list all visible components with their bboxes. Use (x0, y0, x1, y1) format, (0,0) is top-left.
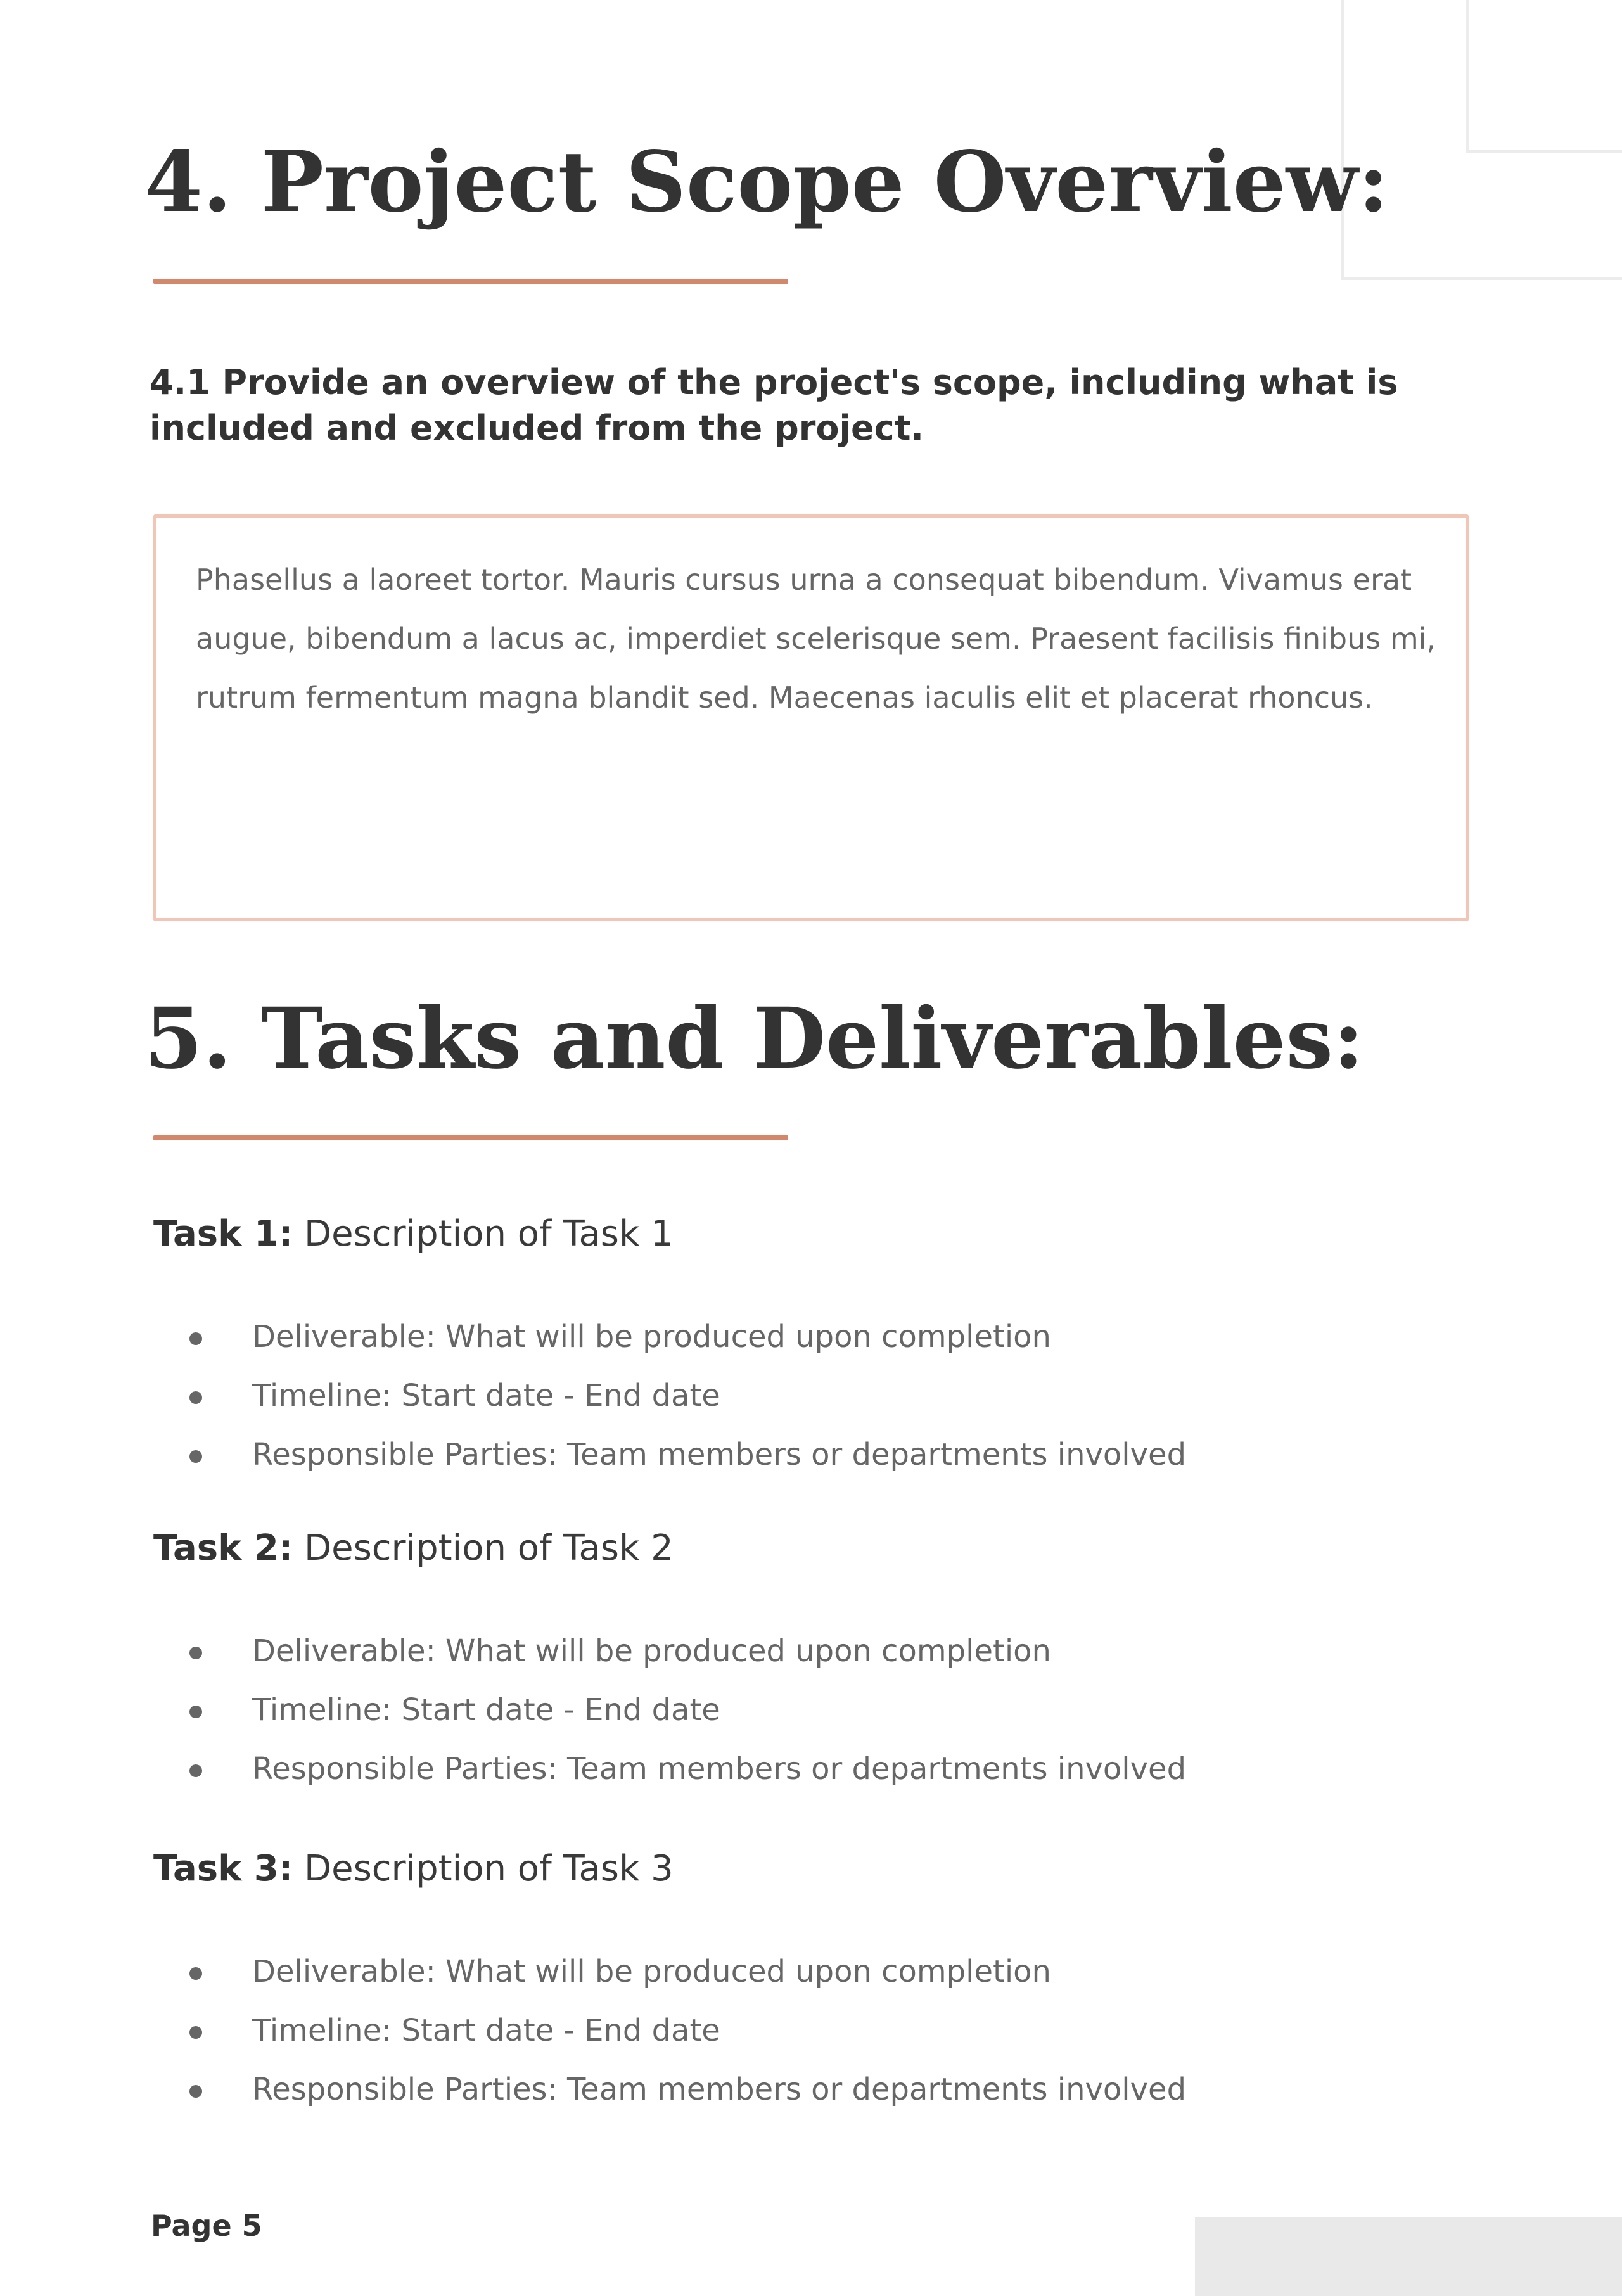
task-1-title (153, 1213, 674, 1255)
bullet-icon (189, 2085, 202, 2098)
section-5-heading: 5. Tasks and Deliverables: (144, 990, 1364, 1088)
scope-question: 4.1 Provide an overview of the project's scope, including what is included and excluded from the project. (150, 362, 1398, 448)
section-4-heading: 4. Project Scope Overview: (144, 133, 1389, 231)
page-number: Page 5 (151, 2209, 262, 2243)
task-3-description: Description of Task 3 (293, 1848, 674, 1889)
task-2-title (153, 1527, 674, 1569)
bullet-text: Deliverable: What will be produced upon completion (252, 1319, 1051, 1355)
bullet-icon (189, 1764, 202, 1777)
task-3-title (153, 1847, 674, 1890)
bullet-icon (189, 1450, 202, 1463)
scope-answer-text: Phasellus a laoreet tortor. Mauris cursus urna a consequat bibendum. Vivamus erat augue, bibendum a lacus ac, imperdiet scelerisque sem. Praesent facilisis finibus mi, rutrum fermentum magna blandit sed. Maecenas iaculis elit et placerat rhoncus. (196, 563, 1436, 715)
decorative-frame-inner (1466, 0, 1622, 153)
bullet-icon (189, 1391, 202, 1404)
bullet-icon (189, 1706, 202, 1718)
bullet-text: Responsible Parties: Team members or departments involved (252, 1751, 1187, 1787)
section-5-underline (153, 1135, 788, 1140)
decorative-footer-block (1195, 2217, 1622, 2296)
bullet-text: Deliverable: What will be produced upon completion (252, 1633, 1051, 1669)
task-2-description: Description of Task 2 (293, 1527, 674, 1569)
bullet-icon (189, 1332, 202, 1345)
bullet-text: Timeline: Start date - End date (252, 1378, 720, 1413)
task-2-label: Task 2: (153, 1527, 293, 1569)
section-4-underline (153, 279, 788, 284)
task-1-description: Description of Task 1 (293, 1213, 674, 1254)
bullet-text: Responsible Parties: Team members or departments involved (252, 1437, 1187, 1472)
bullet-icon (189, 1967, 202, 1980)
bullet-text: Deliverable: What will be produced upon completion (252, 1954, 1051, 1989)
bullet-icon (189, 1647, 202, 1659)
bullet-text: Timeline: Start date - End date (252, 1692, 720, 1728)
bullet-text: Timeline: Start date - End date (252, 2013, 720, 2048)
scope-answer-box (153, 514, 1469, 921)
bullet-icon (189, 2026, 202, 2039)
task-3-label: Task 3: (153, 1848, 293, 1889)
task-1-label: Task 1: (153, 1213, 293, 1254)
bullet-text: Responsible Parties: Team members or departments involved (252, 2072, 1187, 2107)
